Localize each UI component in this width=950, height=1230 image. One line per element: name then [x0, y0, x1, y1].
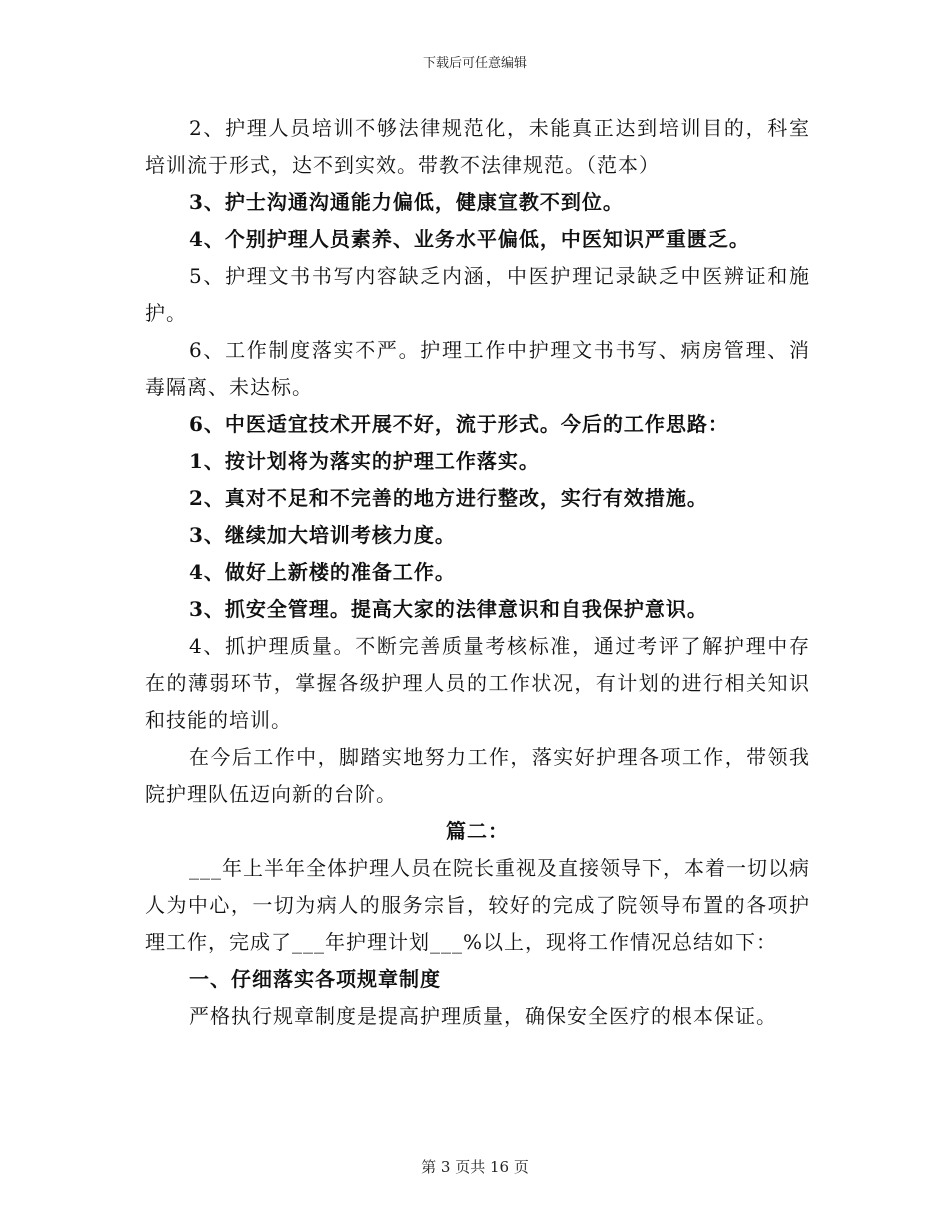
paragraph: 在今后工作中，脚踏实地努力工作，落实好护理各项工作，带领我院护理队伍迈向新的台阶。: [145, 745, 810, 806]
paragraph: 1、按计划将为落实的护理工作落实。: [189, 449, 540, 473]
paragraph: 2、护理人员培训不够法律规范化，未能真正达到培训目的，科室培训流于形式，达不到实效。带教不法律规范。（范本）: [145, 116, 810, 177]
paragraph: 3、抓安全管理。提高大家的法律意识和自我保护意识。: [189, 597, 708, 621]
page-header: 下载后可任意编辑: [422, 56, 527, 71]
page-footer: 第 3 页共 16 页: [421, 1158, 529, 1176]
paragraph: 3、护士沟通沟通能力偏低，健康宣教不到位。: [189, 190, 624, 214]
paragraph: 2、真对不足和不完善的地方进行整改，实行有效措施。: [189, 486, 708, 510]
paragraph: 3、继续加大培训考核力度。: [189, 523, 456, 547]
paragraph: 6、工作制度落实不严。护理工作中护理文书书写、病房管理、消毒隔离、未达标。: [145, 338, 810, 399]
document-body: [145, 110, 810, 1035]
paragraph: 4、个别护理人员素养、业务水平偏低，中医知识严重匮乏。: [189, 227, 750, 251]
subsection-heading: 一、仔细落实各项规章制度: [189, 967, 441, 991]
paragraph: 5、护理文书书写内容缺乏内涵，中医护理记录缺乏中医辨证和施护。: [145, 264, 810, 325]
paragraph: 4、做好上新楼的准备工作。: [189, 560, 456, 584]
section-heading: 篇二：: [446, 819, 509, 843]
paragraph: 严格执行规章制度是提高护理质量，确保安全医疗的根本保证。: [189, 1004, 777, 1028]
paragraph: ___年上半年全体护理人员在院长重视及直接领导下，本着一切以病人为中心，一切为病人的服务宗旨，较好的完成了院领导布置的各项护理工作，完成了___年护理计划___%以上，现将工作情况总结如下：: [145, 856, 810, 954]
paragraph: 6、中医适宜技术开展不好，流于形式。今后的工作思路：: [189, 412, 729, 436]
paragraph: 4、抓护理质量。不断完善质量考核标准，通过考评了解护理中存在的薄弱环节，掌握各级护理人员的工作状况，有计划的进行相关知识和技能的培训。: [145, 634, 810, 732]
